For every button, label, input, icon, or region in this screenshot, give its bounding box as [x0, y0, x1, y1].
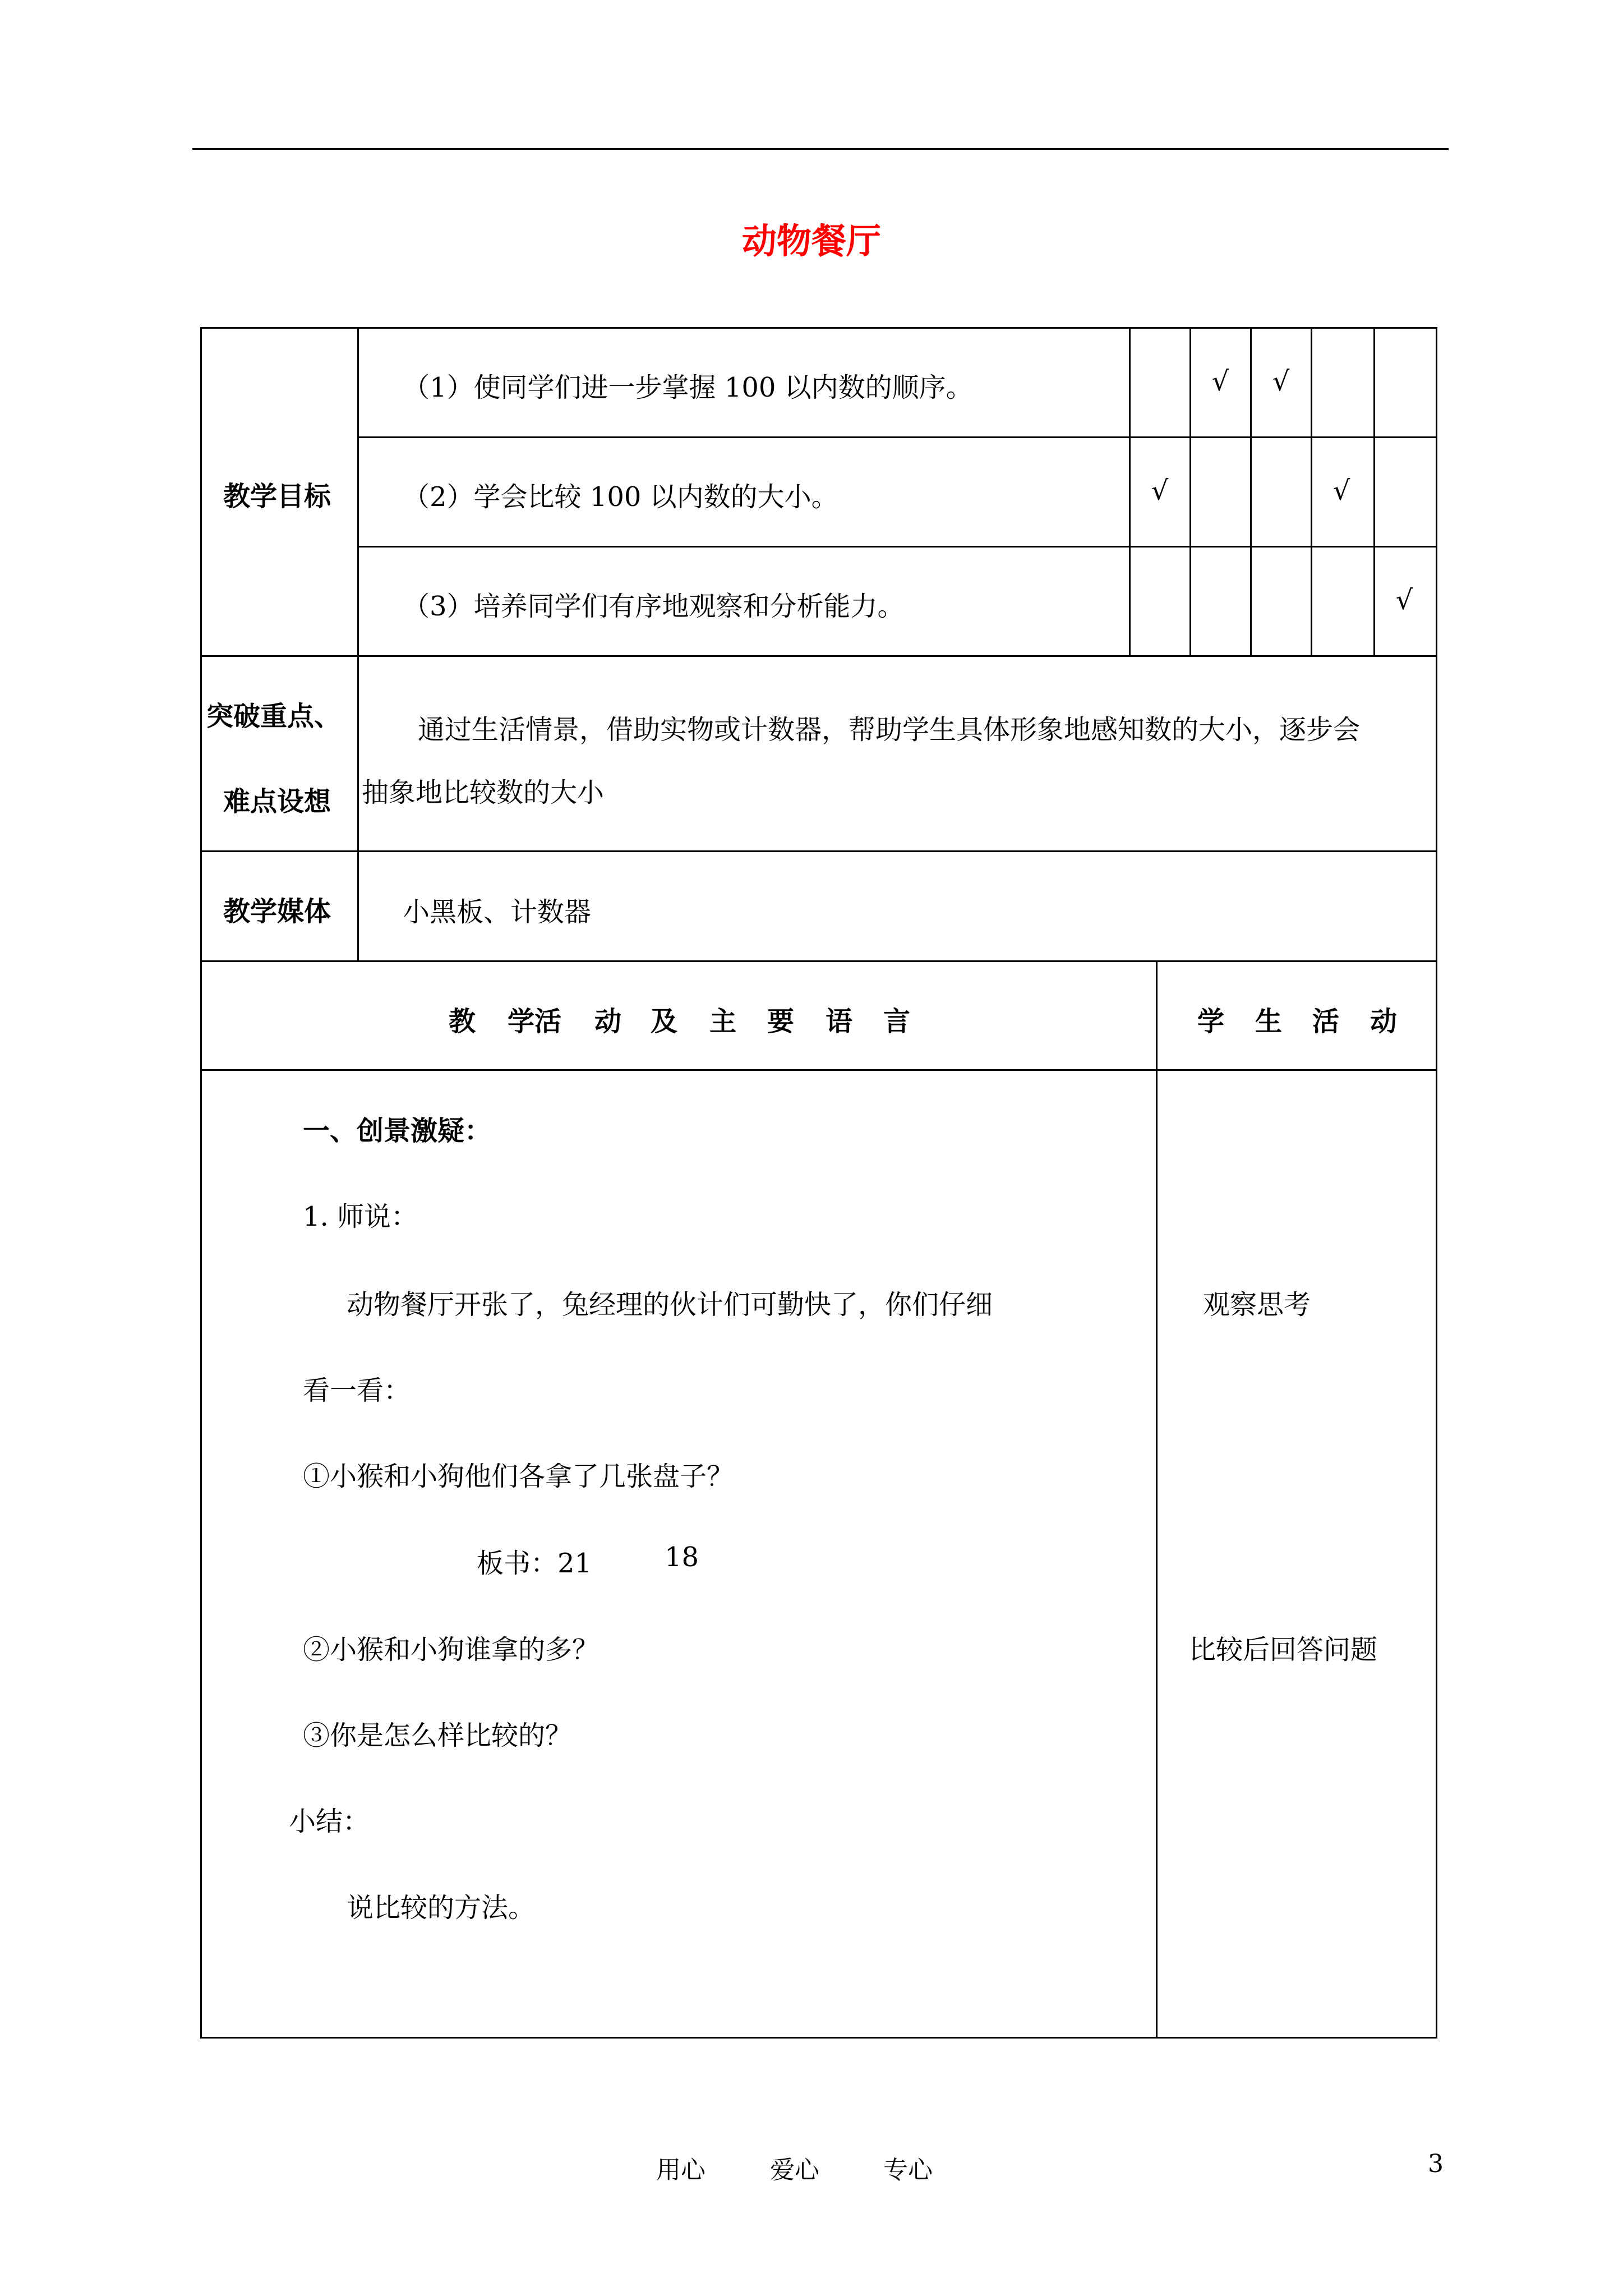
key-points-text: 抽象地比较数的大小 [362, 777, 605, 808]
media-bottom-border [200, 960, 1437, 962]
goals-bottom-border [200, 655, 1437, 657]
footer-word: 爱心 [770, 2156, 819, 2184]
content-line: ①小猴和小狗他们各拿了几张盘子？ [303, 1461, 734, 1492]
table-border-right [1436, 327, 1437, 2039]
table-border-left [200, 327, 202, 2039]
activity-header-char: 言 [883, 1006, 911, 1037]
board-number: 18 [665, 1542, 699, 1573]
table-border-top [200, 327, 1437, 329]
student-header-char: 学 [1197, 1006, 1225, 1037]
activity-header-char: 主 [709, 1006, 737, 1037]
goal-check: √ [1272, 366, 1290, 397]
key-bottom-border [200, 850, 1437, 852]
activity-header-bottom [200, 1069, 1437, 1071]
content-line: 1. 师说： [303, 1201, 418, 1232]
page-title: 动物餐厅 [741, 220, 881, 261]
page-number: 3 [1428, 2150, 1444, 2178]
board-note: 板书：21 [477, 1548, 592, 1579]
media-label: 教学媒体 [223, 896, 331, 927]
key-points-label: 难点设想 [223, 786, 331, 817]
goals-label: 教学目标 [223, 481, 331, 512]
media-text: 小黑板、计数器 [403, 896, 592, 928]
label-column-divider [357, 327, 359, 961]
activity-header-char: 及 [651, 1006, 678, 1037]
content-line: 动物餐厅开张了，兔经理的伙计们可勤快了，你们仔细 [347, 1289, 993, 1320]
content-line: ③你是怎么样比较的？ [303, 1720, 573, 1751]
student-header-char: 动 [1370, 1006, 1398, 1037]
activity-column-divider [1156, 960, 1158, 2039]
section-heading: 一、创景激疑： [303, 1115, 492, 1147]
student-header-char: 活 [1312, 1006, 1340, 1037]
key-points-text: 通过生活情景，借助实物或计数器，帮助学生具体形象地感知数的大小，逐步会 [418, 714, 1361, 746]
footer-word: 专心 [883, 2156, 933, 2184]
goal-text: （1）使同学们进一步掌握 100 以内数的顺序。 [403, 372, 973, 403]
student-header-char: 生 [1255, 1006, 1283, 1037]
goal-text: （2）学会比较 100 以内数的大小。 [403, 481, 838, 513]
summary-text: 说比较的方法。 [347, 1892, 536, 1924]
student-activity: 比较后回答问题 [1189, 1634, 1378, 1665]
activity-header-char: 要 [767, 1006, 795, 1037]
content-line: 看一看： [303, 1375, 411, 1406]
footer-word: 用心 [656, 2156, 706, 2184]
goal-row-divider [357, 436, 1437, 438]
activity-header-char: 教 [449, 1006, 476, 1037]
header-rule [192, 148, 1449, 150]
goal-check: √ [1211, 366, 1229, 397]
goal-text: （3）培养同学们有序地观察和分析能力。 [403, 591, 905, 622]
student-activity: 观察思考 [1203, 1289, 1311, 1320]
activity-header-char: 语 [826, 1006, 853, 1037]
goal-row-divider [357, 546, 1437, 547]
goal-check: √ [1151, 475, 1169, 507]
goal-check: √ [1332, 475, 1350, 507]
activity-header-char: 动 [594, 1006, 622, 1037]
activity-header-char: 学活 [508, 1006, 562, 1037]
table-border-bottom [200, 2037, 1437, 2039]
content-line: ②小猴和小狗谁拿的多？ [303, 1634, 600, 1665]
goal-check: √ [1395, 585, 1413, 616]
summary-label: 小结： [289, 1806, 370, 1837]
key-points-label: 突破重点、 [206, 701, 342, 732]
